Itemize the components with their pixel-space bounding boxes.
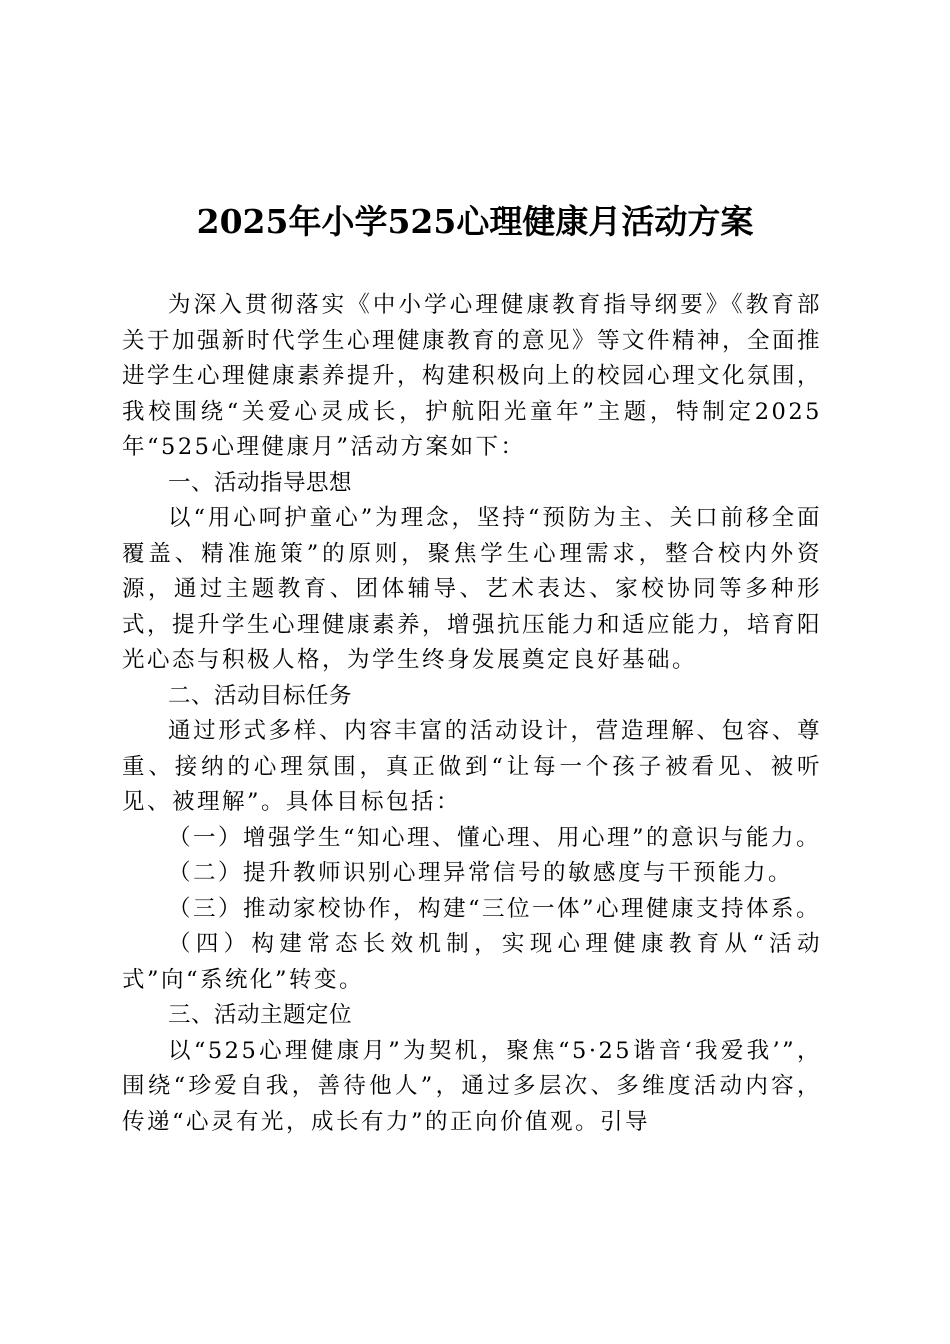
objective-item: （三）推动家校协作，构建“三位一体”心理健康支持体系。	[168, 895, 822, 922]
section-heading: 二、活动目标任务	[168, 682, 353, 709]
objective-item: （二）提升教师识别心理异常信号的敏感度与干预能力。	[168, 860, 794, 886]
intro-paragraph: 为深入贯彻落实《中小学心理健康教育指导纲要》《教育部关于加强新时代学生心理健康教育的意见》等文件精神，全面推进学生心理健康素养提升，构建积极向上的校园心理文化氛围，我校围绕“关爱心灵成长，护航阳光童年”主题，特制定2025年“525心理健康月”活动方案如下：	[122, 292, 823, 460]
section-heading: 三、活动主题定位	[168, 1002, 353, 1028]
section-theme	[122, 998, 822, 1140]
objective-item: （四）构建常态长效机制，实现心理健康教育从“活动式”向“系统化”转变。	[122, 931, 822, 993]
document-body	[122, 288, 822, 1140]
section-objectives	[122, 679, 822, 999]
objective-item: （一）增强学生“知心理、懂心理、用心理”的意识与能力。	[168, 824, 822, 851]
section-heading: 一、活动指导思想	[168, 469, 353, 496]
section-guiding-ideology	[122, 466, 822, 679]
document-title: 2025年小学525心理健康月活动方案	[196, 202, 754, 241]
section-paragraph: 通过形式多样、内容丰富的活动设计，营造理解、包容、尊重、接纳的心理氛围，真正做到“让每一个孩子被看见、被听见、被理解”。具体目标包括：	[122, 718, 822, 815]
section-paragraph: 以“用心呵护童心”为理念，坚持“预防为主、关口前移全面覆盖、精准施策”的原则，聚焦学生心理需求，整合校内外资源，通过主题教育、团体辅导、艺术表达、家校协同等多种形式，提升学生心理健康素养，增强抗压能力和适应能力，培育阳光心态与积极人格，为学生终身发展奠定良好基础。	[122, 505, 823, 673]
section-paragraph: 以“525心理健康月”为契机，聚焦“5·25谐音‘我爱我’”，围绕“珍爱自我，善待他人”，通过多层次、多维度活动内容，传递“心灵有光，成长有力”的正向价值观。引导	[122, 1037, 822, 1135]
